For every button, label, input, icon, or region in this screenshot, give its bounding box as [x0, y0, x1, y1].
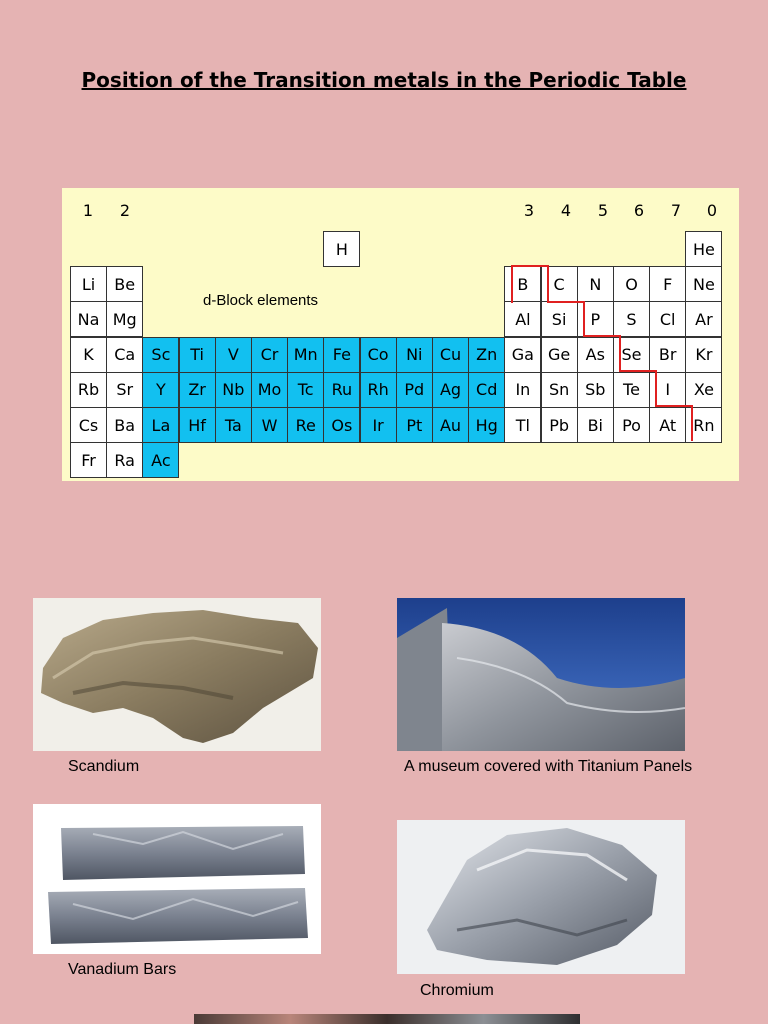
- group-number: 6: [633, 201, 645, 220]
- bottom-cropped-image: [194, 1014, 580, 1024]
- group-number: 2: [119, 201, 131, 220]
- element-cell: Fe: [323, 337, 360, 373]
- element-cell: Mg: [106, 301, 143, 337]
- d-block-label: d-Block elements: [203, 292, 319, 309]
- element-cell: Sr: [106, 372, 143, 408]
- metalloid-line: [547, 301, 585, 303]
- element-cell: Ag: [432, 372, 469, 408]
- element-cell: W: [251, 407, 288, 443]
- element-cell: Zn: [468, 337, 505, 373]
- element-cell: As: [577, 337, 614, 373]
- element-cell: Cu: [432, 337, 469, 373]
- element-cell: Sb: [577, 372, 614, 408]
- element-cell: In: [504, 372, 541, 408]
- element-cell: Nb: [215, 372, 252, 408]
- metalloid-line: [619, 335, 621, 371]
- metalloid-line: [655, 405, 693, 407]
- chromium-caption: Chromium: [420, 982, 494, 999]
- element-cell: Pb: [541, 407, 578, 443]
- element-cell: Li: [70, 266, 107, 302]
- element-cell: B: [504, 266, 541, 302]
- element-cell: Ga: [504, 337, 541, 373]
- group-number: 4: [560, 201, 572, 220]
- element-cell: Cl: [649, 301, 686, 337]
- element-cell: Zr: [179, 372, 216, 408]
- element-cell: Ca: [106, 337, 143, 373]
- element-cell: Si: [541, 301, 578, 337]
- group-number: 3: [523, 201, 535, 220]
- element-cell: Xe: [685, 372, 722, 408]
- element-cell: Kr: [685, 337, 722, 373]
- element-cell: He: [685, 231, 722, 267]
- element-cell: Po: [613, 407, 650, 443]
- element-cell: Mn: [287, 337, 324, 373]
- element-cell: Bi: [577, 407, 614, 443]
- element-cell: Be: [106, 266, 143, 302]
- element-cell: C: [541, 266, 578, 302]
- element-cell: Se: [613, 337, 650, 373]
- metalloid-line: [511, 265, 548, 267]
- element-cell: Mo: [251, 372, 288, 408]
- scandium-caption: Scandium: [68, 758, 140, 775]
- element-cell: Ni: [396, 337, 433, 373]
- element-cell: I: [649, 372, 686, 408]
- element-cell: Br: [649, 337, 686, 373]
- element-cell: Os: [323, 407, 360, 443]
- element-cell: Tl: [504, 407, 541, 443]
- metalloid-line: [583, 335, 621, 337]
- element-cell: Rh: [360, 372, 397, 408]
- element-cell: N: [577, 266, 614, 302]
- element-cell: Cs: [70, 407, 107, 443]
- element-cell: Al: [504, 301, 541, 337]
- element-cell: Sc: [142, 337, 179, 373]
- element-cell: Ar: [685, 301, 722, 337]
- element-cell: Ir: [360, 407, 397, 443]
- element-cell: Ac: [142, 442, 179, 478]
- group-number: 1: [82, 201, 94, 220]
- titanium-caption: A museum covered with Titanium Panels: [404, 758, 693, 775]
- element-cell: H: [323, 231, 360, 267]
- page-title: Position of the Transition metals in the Periodic Table: [81, 68, 687, 92]
- element-cell: Pt: [396, 407, 433, 443]
- element-cell: Hg: [468, 407, 505, 443]
- chromium-image: [397, 820, 685, 974]
- element-cell: Pd: [396, 372, 433, 408]
- element-cell: P: [577, 301, 614, 337]
- element-cell: Sn: [541, 372, 578, 408]
- scandium-image: [33, 598, 321, 751]
- element-cell: O: [613, 266, 650, 302]
- metalloid-line: [547, 265, 549, 303]
- titanium-museum-image: [397, 598, 685, 751]
- element-cell: Ne: [685, 266, 722, 302]
- element-cell: Tc: [287, 372, 324, 408]
- element-cell: K: [70, 337, 107, 373]
- element-cell: Ti: [179, 337, 216, 373]
- element-cell: Cr: [251, 337, 288, 373]
- group-number: 0: [706, 201, 718, 220]
- vanadium-bars-image: [33, 804, 321, 954]
- element-cell: Ta: [215, 407, 252, 443]
- element-cell: Ge: [541, 337, 578, 373]
- element-cell: Rn: [685, 407, 722, 443]
- metalloid-line: [655, 370, 657, 406]
- element-cell: Y: [142, 372, 179, 408]
- element-cell: Ra: [106, 442, 143, 478]
- element-cell: Co: [360, 337, 397, 373]
- element-cell: Na: [70, 301, 107, 337]
- group-number: 7: [670, 201, 682, 220]
- metalloid-line: [619, 370, 657, 372]
- element-cell: Cd: [468, 372, 505, 408]
- element-cell: S: [613, 301, 650, 337]
- element-cell: Hf: [179, 407, 216, 443]
- element-cell: Rb: [70, 372, 107, 408]
- group-number: 5: [597, 201, 609, 220]
- element-cell: Au: [432, 407, 469, 443]
- element-cell: La: [142, 407, 179, 443]
- periodic-table: [62, 188, 739, 481]
- element-cell: Ru: [323, 372, 360, 408]
- element-cell: F: [649, 266, 686, 302]
- element-cell: At: [649, 407, 686, 443]
- element-cell: V: [215, 337, 252, 373]
- metalloid-line: [511, 265, 513, 303]
- metalloid-line: [691, 405, 693, 441]
- element-cell: Re: [287, 407, 324, 443]
- element-cell: Fr: [70, 442, 107, 478]
- vanadium-caption: Vanadium Bars: [68, 961, 177, 978]
- element-cell: Te: [613, 372, 650, 408]
- element-cell: Ba: [106, 407, 143, 443]
- metalloid-line: [583, 301, 585, 337]
